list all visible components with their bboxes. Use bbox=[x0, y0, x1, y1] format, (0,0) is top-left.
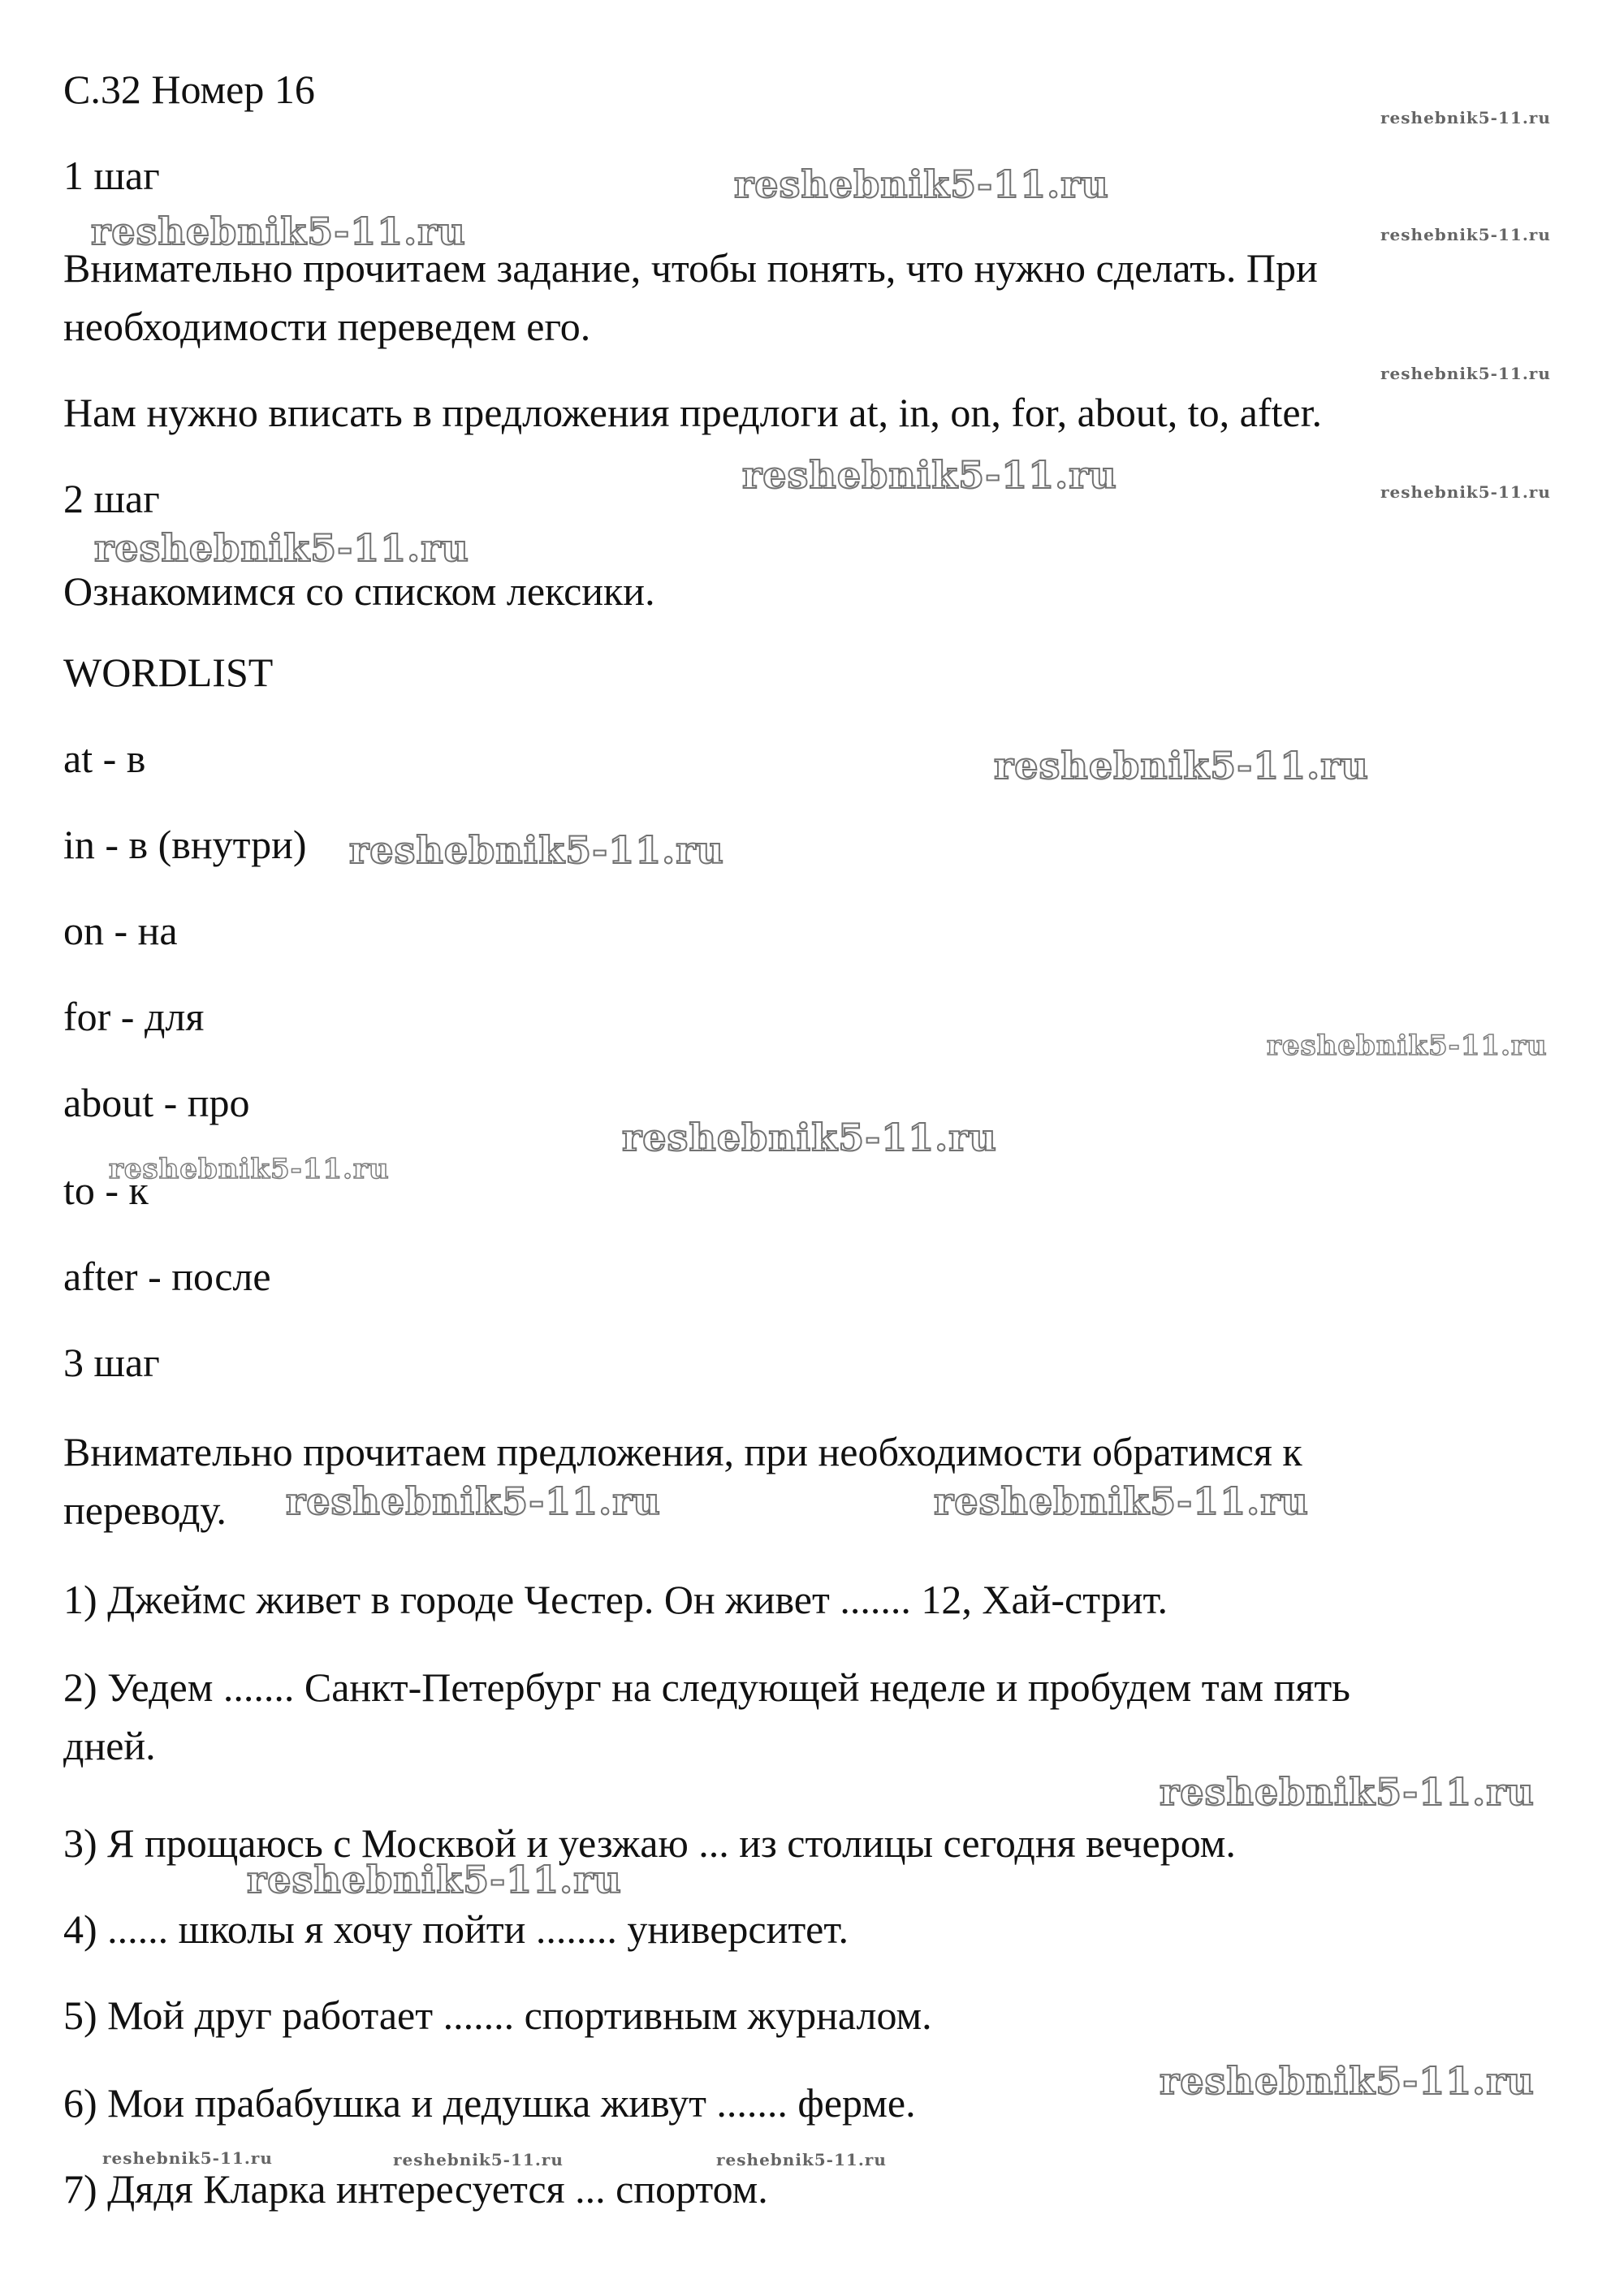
watermark: reshebnik5-11.ru bbox=[109, 1153, 390, 1185]
watermark: reshebnik5-11.ru bbox=[1380, 225, 1551, 244]
page-heading: С.32 Номер 16 bbox=[63, 67, 315, 112]
watermark: reshebnik5-11.ru bbox=[1267, 1030, 1548, 1062]
wordlist-item: on - на bbox=[63, 908, 178, 953]
watermark: reshebnik5-11.ru bbox=[1160, 2059, 1535, 2103]
watermark: reshebnik5-11.ru bbox=[1380, 108, 1551, 127]
watermark: reshebnik5-11.ru bbox=[102, 2148, 273, 2168]
watermark: reshebnik5-11.ru bbox=[622, 1116, 997, 1159]
wordlist-item: after - после bbox=[63, 1254, 271, 1299]
wordlist-title: WORDLIST bbox=[63, 650, 274, 695]
step-1-text-line-2: необходимости переведем его. bbox=[63, 304, 591, 349]
watermark: reshebnik5-11.ru bbox=[994, 744, 1369, 788]
watermark: reshebnik5-11.ru bbox=[247, 1858, 622, 1902]
sentence-5: 5) Мой друг работает ....... спортивным журналом. bbox=[63, 1992, 932, 2038]
wordlist-item: at - в bbox=[63, 736, 146, 781]
sentence-2-line-2: дней. bbox=[63, 1723, 156, 1768]
watermark: reshebnik5-11.ru bbox=[1380, 364, 1551, 383]
step-2-text: Ознакомимся со списком лексики. bbox=[63, 568, 655, 614]
step-1-text-line-1: Внимательно прочитаем задание, чтобы понять, что нужно сделать. При bbox=[63, 245, 1318, 291]
wordlist-item: for - для bbox=[63, 994, 205, 1039]
step-1-label: 1 шаг bbox=[63, 153, 160, 198]
watermark: reshebnik5-11.ru bbox=[734, 162, 1109, 206]
watermark: reshebnik5-11.ru bbox=[393, 2150, 564, 2169]
sentence-3: 3) Я прощаюсь с Москвой и уезжаю ... из столицы сегодня вечером. bbox=[63, 1820, 1236, 1866]
sentence-1: 1) Джеймс живет в городе Честер. Он живет ....... 12, Хай-стрит. bbox=[63, 1577, 1168, 1622]
sentence-4: 4) ...... школы я хочу пойти ........ университет. bbox=[63, 1906, 849, 1952]
wordlist-item: in - в (внутри) bbox=[63, 822, 307, 867]
step-3-text-line-1: Внимательно прочитаем предложения, при необходимости обратимся к bbox=[63, 1429, 1302, 1474]
watermark: reshebnik5-11.ru bbox=[286, 1479, 661, 1523]
watermark: reshebnik5-11.ru bbox=[349, 828, 724, 872]
step-2-label: 2 шаг bbox=[63, 476, 160, 521]
watermark: reshebnik5-11.ru bbox=[94, 526, 469, 570]
watermark: reshebnik5-11.ru bbox=[91, 209, 466, 253]
wordlist-item: about - про bbox=[63, 1080, 250, 1125]
sentence-7: 7) Дядя Кларка интересуется ... спортом. bbox=[63, 2166, 768, 2212]
wordlist-item: to - к bbox=[63, 1168, 149, 1213]
watermark: reshebnik5-11.ru bbox=[742, 453, 1117, 497]
step-3-text-line-2: переводу. bbox=[63, 1487, 227, 1533]
watermark: reshebnik5-11.ru bbox=[934, 1479, 1309, 1523]
sentence-6: 6) Мои прабабушка и дедушка живут ....... ферме. bbox=[63, 2080, 916, 2126]
sentence-2-line-1: 2) Уедем ....... Санкт-Петербург на следующей неделе и пробудем там пять bbox=[63, 1664, 1350, 1710]
watermark: reshebnik5-11.ru bbox=[716, 2150, 887, 2169]
task-description: Нам нужно вписать в предложения предлоги at, in, on, for, about, to, after. bbox=[63, 390, 1322, 435]
watermark: reshebnik5-11.ru bbox=[1380, 482, 1551, 502]
step-3-label: 3 шаг bbox=[63, 1340, 160, 1385]
watermark: reshebnik5-11.ru bbox=[1160, 1770, 1535, 1814]
